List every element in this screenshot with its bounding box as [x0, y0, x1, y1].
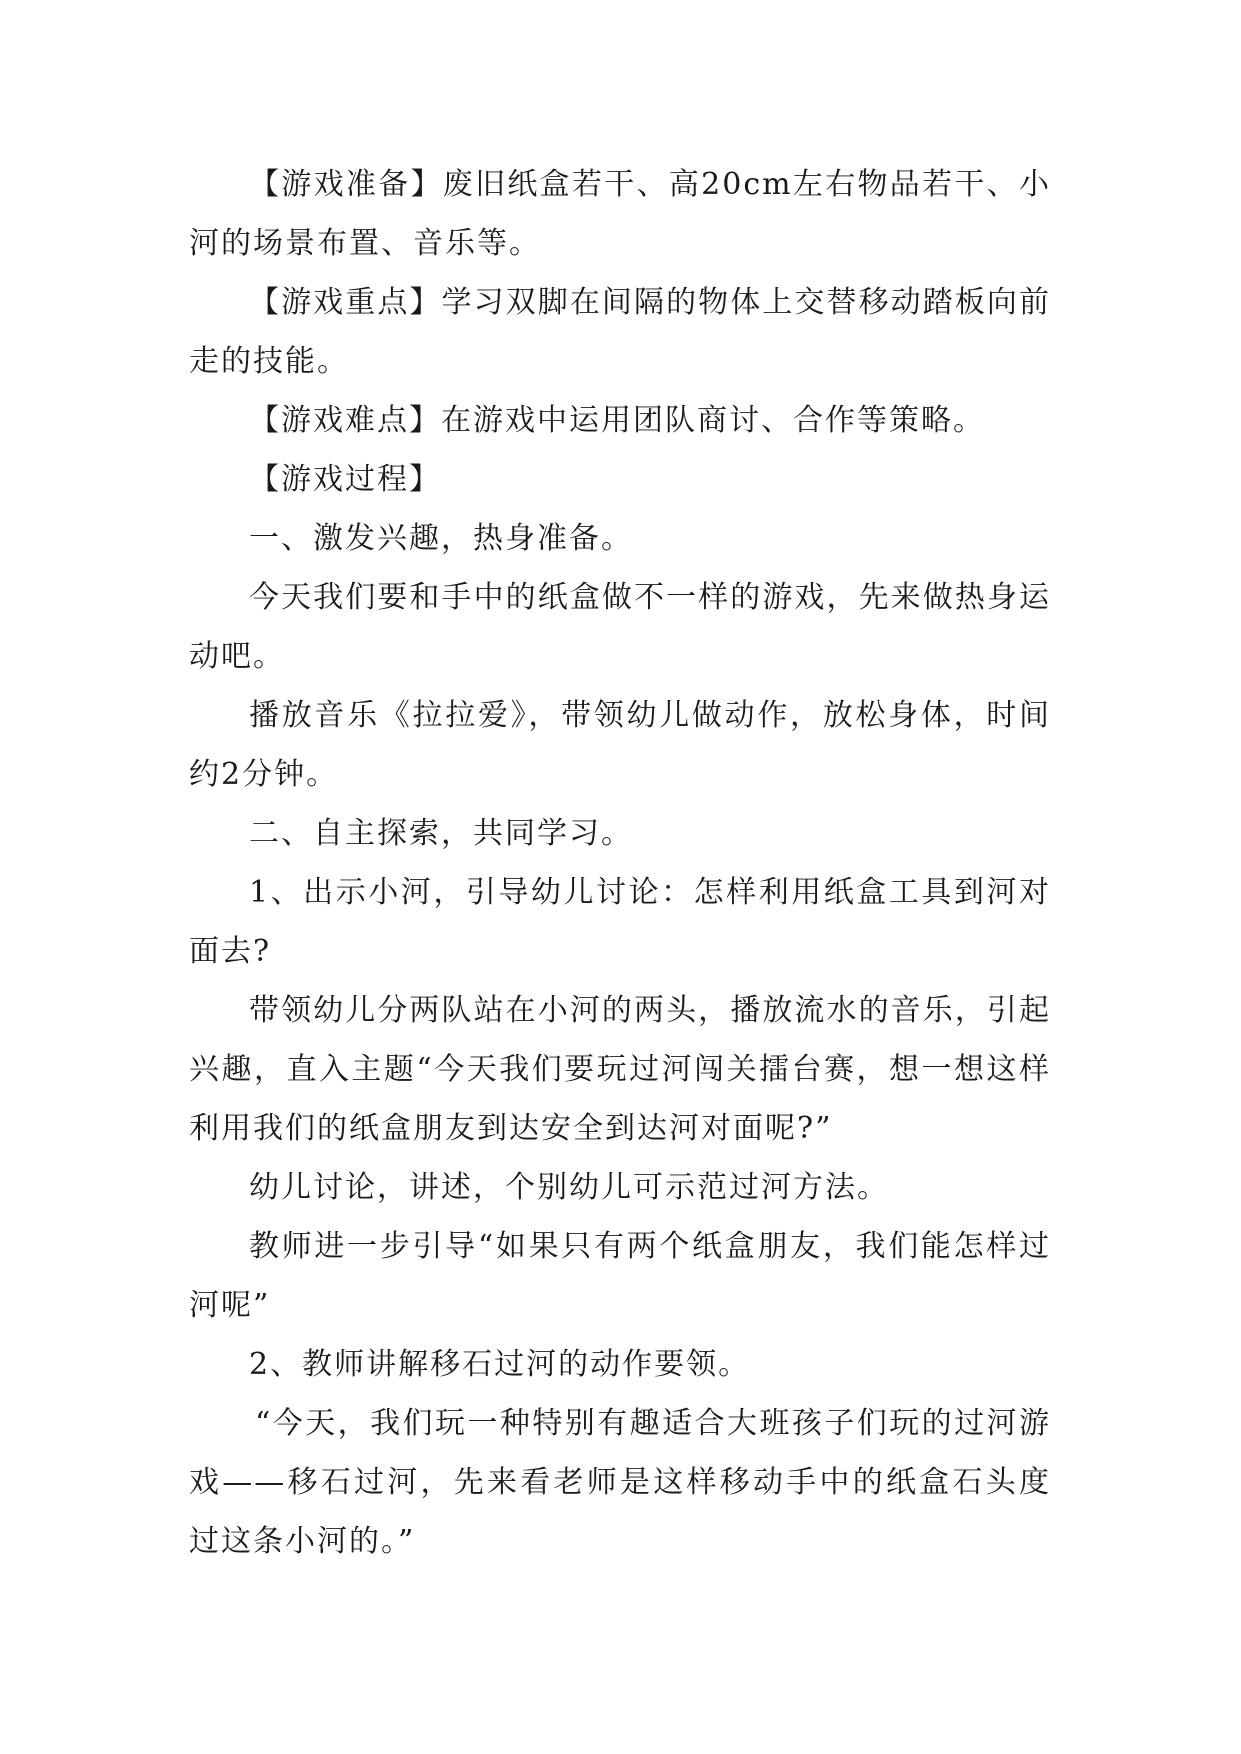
paragraph-section-two-heading: 二、自主探索，共同学习。 — [249, 816, 633, 851]
paragraph-section-one-heading: 一、激发兴趣，热身准备。 — [249, 521, 633, 556]
paragraph-lead-children: 带领幼儿分两队站在小河的两头，播放流水的音乐，引起兴趣，直入主题“今天我们要玩过河闯关擂台赛，想一想这样利用我们的纸盒朋友到达安全到达河对面呢?” — [189, 993, 1051, 1146]
paragraph-step-one: 1、出示小河，引导幼儿讨论：怎样利用纸盒工具到河对面去? — [189, 875, 1051, 969]
paragraph-children-discuss: 幼儿讨论，讲述，个别幼儿可示范过河方法。 — [249, 1170, 889, 1205]
document-body — [189, 155, 1051, 1571]
paragraph-game-process-heading: 【游戏过程】 — [249, 462, 441, 497]
paragraph-teacher-guide: 教师进一步引导“如果只有两个纸盒朋友，我们能怎样过河呢” — [189, 1229, 1051, 1323]
paragraph-game-preparation: 【游戏准备】废旧纸盒若干、高20cm左右物品若干、小河的场景布置、音乐等。 — [189, 167, 1051, 261]
paragraph-warmup-intro: 今天我们要和手中的纸盒做不一样的游戏，先来做热身运动吧。 — [189, 580, 1051, 674]
paragraph-music-warmup: 播放音乐《拉拉爱》，带领幼儿做动作，放松身体，时间约2分钟。 — [189, 698, 1051, 792]
paragraph-game-key-point: 【游戏重点】学习双脚在间隔的物体上交替移动踏板向前走的技能。 — [189, 285, 1051, 379]
paragraph-teacher-quote: “今天，我们玩一种特别有趣适合大班孩子们玩的过河游戏——移石过河，先来看老师是这样移动手中的纸盒石头度过这条小河的。” — [189, 1406, 1051, 1559]
paragraph-step-two: 2、教师讲解移石过河的动作要领。 — [249, 1347, 751, 1382]
paragraph-game-difficulty: 【游戏难点】在游戏中运用团队商讨、合作等策略。 — [249, 403, 985, 438]
